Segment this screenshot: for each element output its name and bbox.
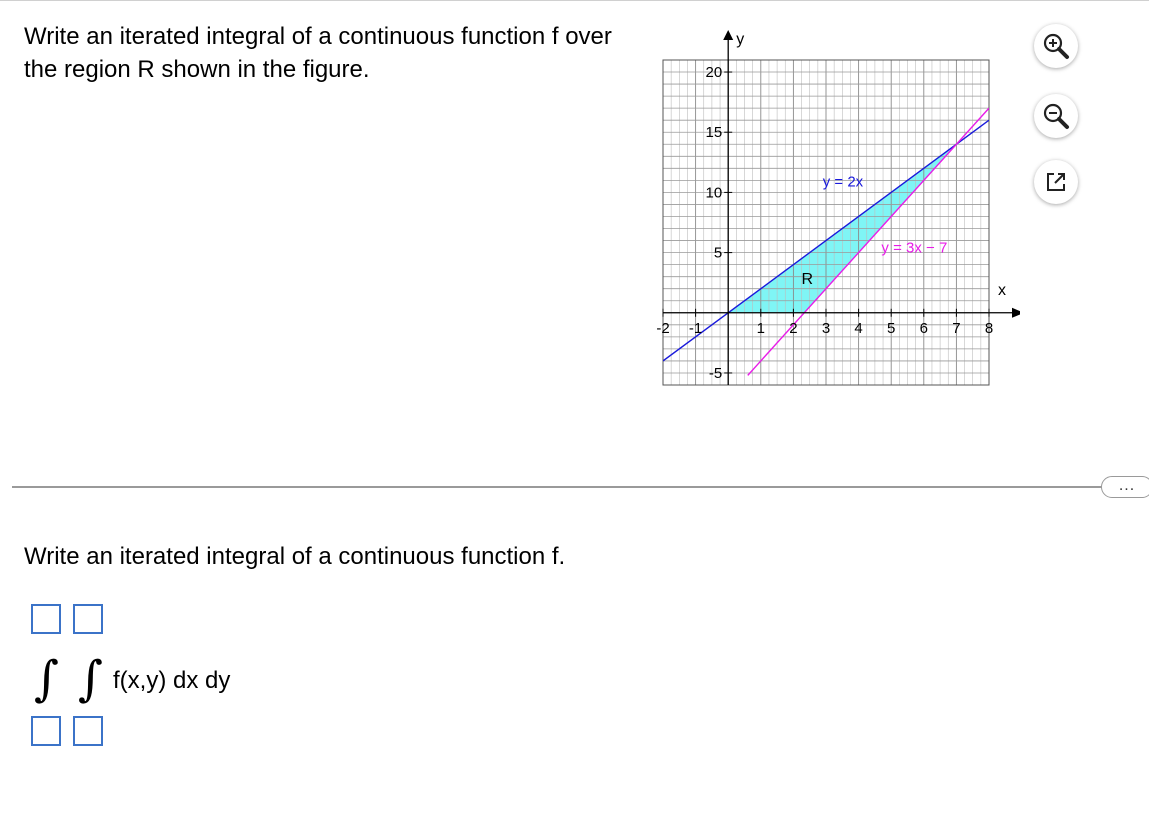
zoom-in-icon (1041, 31, 1071, 61)
x-tick-label: -2 (656, 319, 670, 337)
question-text: Write an iterated integral of a continuous function f over the region R shown in the figure. (24, 23, 612, 83)
y-tick-label: -5 (708, 364, 723, 382)
x-tick-label: 7 (952, 319, 961, 337)
y-tick-label: 5 (713, 244, 723, 262)
x-tick-label: 1 (756, 319, 765, 337)
series-label-y-3x-7: y = 3x − 7 (881, 239, 948, 257)
popout-button[interactable] (1034, 160, 1078, 204)
outer-lower-limit-input[interactable] (31, 716, 61, 746)
x-tick-label: 8 (984, 319, 994, 337)
integrand: f(x,y) dx dy (113, 667, 231, 694)
y-tick-label: 20 (705, 64, 723, 82)
more-button[interactable]: ... (1101, 476, 1149, 498)
answer-prompt: Write an iterated integral of a continuous function f. (24, 543, 566, 570)
x-axis-label: x (998, 281, 1006, 299)
zoom-in-button[interactable] (1034, 24, 1078, 68)
inner-lower-limit-input[interactable] (73, 716, 103, 746)
region-label: R (801, 270, 814, 288)
x-tick-label: 2 (789, 319, 798, 337)
zoom-out-button[interactable] (1034, 94, 1078, 138)
popout-icon (1043, 169, 1069, 195)
outer-upper-limit-input[interactable] (31, 604, 61, 634)
y-tick-label: 15 (705, 124, 723, 142)
zoom-out-icon (1041, 101, 1071, 131)
section-divider (12, 486, 1112, 488)
x-tick-label: -1 (688, 319, 703, 337)
graph (640, 20, 1020, 400)
x-tick-label: 3 (821, 319, 831, 337)
y-tick-label: 10 (705, 184, 723, 202)
x-tick-label: 6 (919, 319, 928, 337)
x-axis-arrow (1012, 308, 1020, 318)
inner-upper-limit-input[interactable] (73, 604, 103, 634)
inner-integral-sign: ∫ (78, 651, 104, 707)
y-axis-label: y (736, 31, 745, 48)
y-axis-arrow (723, 30, 733, 40)
outer-integral-sign: ∫ (34, 651, 60, 707)
top-rule (0, 0, 1149, 1)
x-tick-label: 5 (887, 319, 896, 337)
series-label-y-2x: y = 2x (822, 173, 864, 191)
x-tick-label: 4 (854, 319, 863, 337)
